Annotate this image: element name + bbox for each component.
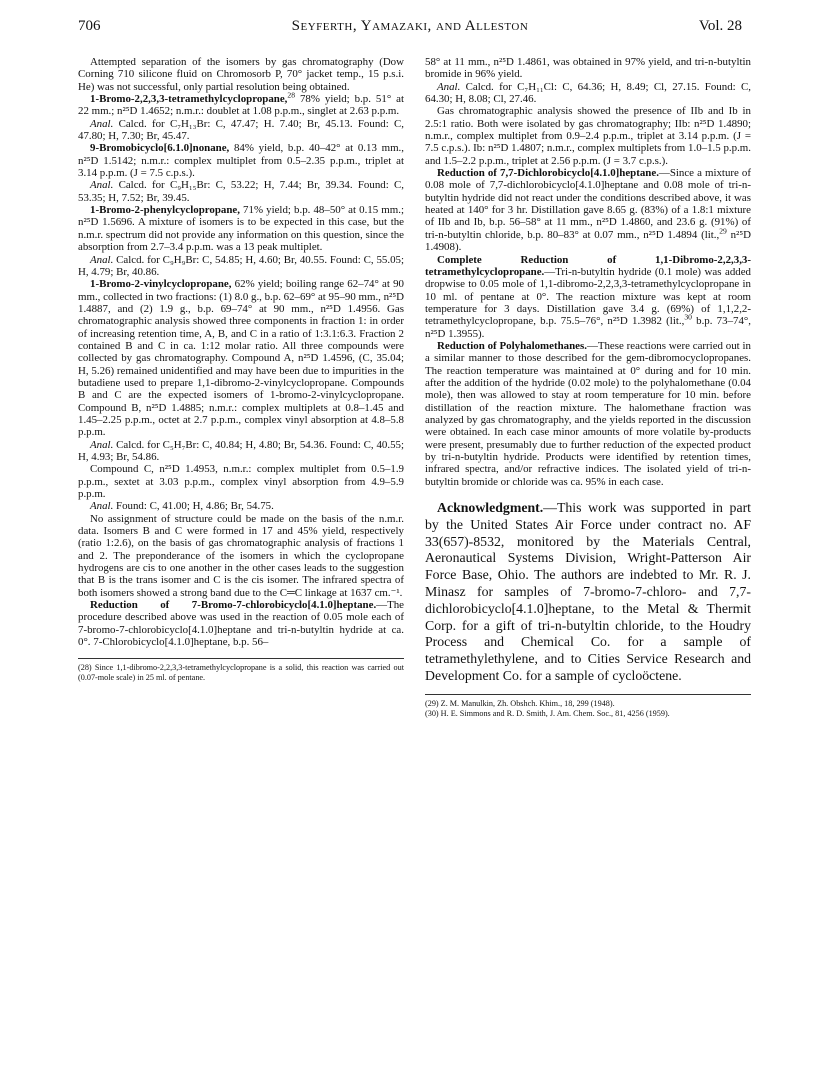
- text-span: 78% yield; b.p. 51° at 22 mm.; n²⁵D 1.4652; n.m.r.: doublet at 1.08 p.p.m., singlet at 2.63 p.p.m.: [78, 93, 404, 118]
- text-span: —The procedure described above was used in the reaction of 0.05 mole each of 7-bromo-7-chlorobicyclo[4.1.0]heptane and tri-n-butyltin hydride at ca. 0°. 7-Chlorobicyclo[4.1.0]heptane, b.p. 56–: [78, 599, 404, 649]
- analysis-line: [78, 439, 404, 464]
- analysis-line: [78, 179, 404, 204]
- reference-marker: 29: [719, 226, 727, 236]
- page-number: 706: [78, 18, 101, 34]
- text-span: Anal.: [90, 179, 114, 192]
- footnote-rule: [425, 694, 751, 695]
- compound-heading: 1-Bromo-2,2,3,3-tetramethylcyclopropane,: [90, 93, 288, 106]
- text-span: Anal.: [90, 117, 114, 130]
- acknowledgment-heading: Acknowledgment.: [437, 500, 544, 516]
- running-title: Seyferth, Yamazaki, and Alleston: [291, 18, 529, 34]
- compound-heading: 1-Bromo-2-vinylcyclopropane,: [90, 278, 232, 291]
- text-span: —These reactions were carried out in a similar manner to those described for the gem-dibromocyclopropanes. The reaction temperature was maintained at 0° during and for 10 min. after the addition of the hydride (0.02 mole) to the polyhalomethane (0.04 mole), then was allowed to stay at room temperature for 10 min. before distillation of the reaction mixture. The halomethane fraction was analyzed by gas chromatography, and the yields reported in the discussion were obtained. In each case minor amounts of more volatile by-products were present, presumably due to further reduction of the expected product by tri-n-butyltin hydride. Products were identified by retention times, infrared spectra, and/or refractive indices. The isolated yield of tri-n-butyltin bromide or chloride was ca. 95% in each case.: [425, 339, 751, 488]
- paragraph: [78, 599, 404, 648]
- right-column: [425, 56, 751, 719]
- paragraph: [425, 254, 751, 340]
- paragraph: [78, 56, 404, 93]
- footnote-rule: [78, 658, 404, 659]
- text-span: Calcd. for C₉H₁₅Br: C, 53.22; H, 7.44; Br, 39.34. Found: C, 53.35; H, 7.52; Br, 39.45.: [78, 179, 404, 204]
- section-heading: Reduction of 7,7-Dichlorobicyclo[4.1.0]heptane.: [437, 167, 659, 180]
- reference-marker: 28: [287, 90, 296, 100]
- compound-heading: 1-Bromo-2-phenylcyclopropane,: [90, 204, 240, 217]
- section-heading: Reduction of Polyhalomethanes.: [437, 339, 587, 352]
- running-header: [78, 18, 742, 40]
- text-span: Calcd. for C₉H₉Br: C, 54.85; H, 4.60; Br, 40.55. Found: C, 55.05; H, 4.79; Br, 40.86.: [78, 253, 404, 278]
- footnote: (28) Since 1,1-dibromo-2,2,3,3-tetramethylcyclopropane is a solid, this reaction was carried out (0.07-mole scale) in 25 ml. of pentane.: [78, 662, 404, 682]
- analysis-line: [78, 500, 404, 512]
- analysis-line: [78, 254, 404, 279]
- reference-marker: 30: [684, 312, 692, 322]
- left-column: [78, 56, 404, 683]
- analysis-line: [425, 81, 751, 106]
- paragraph: [425, 56, 751, 81]
- text-span: n²⁵D 1.4908).: [425, 228, 751, 254]
- paragraph: [425, 105, 751, 167]
- paragraph: [78, 463, 404, 500]
- section-heading: Complete Reduction of 1,1-Dibromo-2,2,3,3-tetramethylcyclopropane.: [425, 253, 751, 278]
- text-span: Calcd. for C₅H₇Br: C, 40.84; H, 4.80; Br, 54.36. Found: C, 40.55; H, 4.93; Br, 54.86.: [78, 438, 404, 463]
- footnote: (29) Z. M. Manulkin, Zh. Obshch. Khim., 18, 299 (1948).: [425, 698, 615, 708]
- paragraph: [78, 513, 404, 599]
- section-heading: Reduction of 7-Bromo-7-chlorobicyclo[4.1.0]heptane.: [90, 599, 377, 612]
- footnote: (30) H. E. Simmons and R. D. Smith, J. Am. Chem. Soc., 81, 4256 (1959).: [425, 708, 670, 718]
- text-span: —Tri-n-butyltin hydride (0.1 mole) was added dropwise to 0.05 mole of 1,1-dibromo-2,2,3,3-tetramethylcyclopropane in 10 ml. of pentane at 0°. The reaction mixture was kept at room temperature for 3 days. Distillation gave 3.4 g. (69%) of 1,1,2,2-tetramethylcyclopropane, b.p. 75.5–76°, n²⁵D 1.3982 (lit.,: [425, 265, 751, 328]
- text-span: —Since a mixture of 0.08 mole of 7,7-dichlorobicyclo[4.1.0]heptane and 0.08 mole of tri-n-butyltin hydride did not react under the conditions described above, it was heated at 140° for 3 hr. Distillation gave 8.65 g. (83%) of a 1.8:1 mixture of IIb and Ib, b.p. 56–58° at 11 mm., n²⁵D 1.4860, and 23.6 g. (91%) of tri-n-butyltin chloride, b.p. 80–83° at 0.07 mm., n²⁵D 1.4894 (lit.,: [425, 167, 751, 241]
- paragraph: [78, 278, 404, 438]
- text-span: Anal.: [90, 500, 114, 513]
- text-span: Gas chromatographic analysis showed the presence of IIb and Ib in 2.5:1 ratio. Both were isolated by gas chromatography; IIb: n²⁵D 1.4890; n.m.r., complex multiplet from 0.9–2.4 p.p.m., triplet at 3.14 p.p.m. (J = 7.5 c.p.s.). Ib: n²⁵D 1.4807; n.m.r., complex multiplets from 1.0–1.5 p.p.m. and 1.5–2.2 p.p.m., triplet at 2.56 p.p.m. (J = 3.7 c.p.s.).: [425, 105, 751, 167]
- text-span: 84% yield, b.p. 40–42° at 0.13 mm., n²⁵D 1.5142; n.m.r.: complex multiplet from 0.5–2.35 p.p.m., triplet at 3.14 p.p.m. (J = 7.5 c.p.s.).: [78, 142, 404, 180]
- text-span: Attempted separation of the isomers by gas chromatography (Dow Corning 710 silicone fluid on Chromosorb P, 70° jacket temp., 15 p.s.i. He) was not successful, only partial resolution being obtained.: [78, 56, 404, 93]
- text-span: Calcd. for C₇H₁₁Cl: C, 64.36; H, 8.49; Cl, 27.15. Found: C, 64.30; H, 8.08; Cl, 27.46.: [425, 80, 751, 106]
- text-span: 58° at 11 mm., n²⁵D 1.4861, was obtained in 97% yield, and tri-n-butyltin bromide in 96% yield.: [425, 56, 751, 81]
- text-span: Found: C, 41.00; H, 4.86; Br, 54.75.: [113, 500, 274, 513]
- paragraph: [78, 142, 404, 179]
- paragraph: [78, 204, 404, 253]
- text-span: —This work was supported in part by the United States Air Force under contract no. AF 33(657)-8532, monitored by the Materials Central, Aeronautical Systems Division, Wright-Patterson Air Force Base, Ohio. The authors are indebted to Mr. R. J. Minasz for samples of 7-bromo-7-chloro- and 7,7-dichlorobicyclo[4.1.0]heptane, to the Metal & Thermit Corp. for a gift of tri-n-butyltin chloride, to the Houdry Process and Chemical Co. for a sample of tetramethylethylene, and to Cities Service Research and Development Co. for a sample of cycloöctene.: [425, 500, 751, 683]
- text-span: Calcd. for C₇H₁₃Br: C, 47.47; H. 7.40; Br, 45.13. Found: C, 47.80; H, 7.30; Br, 45.47.: [78, 117, 404, 143]
- text-span: 62% yield; boiling range 62–74° at 90 mm., collected in two fractions: (1) 8.0 g., b.p. 62–69° at 95–90 mm., n²⁵D 1.4887, and (2) 1.9 g., b.p. 69–74° at 90 mm., n²⁵D 1.4956. Gas chromatographic analysis showed three components in fraction 1: in order of increasing retention time, A, B, and C in a ratio of 1:3.1:6.3. Fraction 2 contained B and C in ca. 1:12 molar ratio. All three compounds were collected by gas chromatography. Compound A, n²⁵D 1.4596, (C, 35.04; H, 5.26) remained unidentified and may have been due to impurities in the butadiene used to prepare 1,1-dibromo-2-vinylcyclopropane. Compounds B and C are the expected isomers of 1-bromo-2-vinylcyclopropane. Compound B, n²⁵D 1.4885; n.m.r.: complex multiplets at 0.8–1.45 and 1.45–2.25 p.p.m., octet at 2.7 p.p.m., complex vinyl absorption at 4.8–5.8 p.p.m.: [78, 278, 404, 439]
- paragraph: [425, 167, 751, 253]
- text-span: Anal.: [90, 438, 114, 451]
- text-span: b.p. 73–74°, n²⁵D 1.3955).: [425, 315, 751, 340]
- analysis-line: [78, 118, 404, 143]
- text-span: Anal.: [90, 253, 114, 266]
- paragraph: [425, 340, 751, 488]
- compound-heading: 9-Bromobicyclo[6.1.0]nonane,: [90, 142, 230, 155]
- text-span: 71% yield; b.p. 48–50° at 0.15 mm.; n²⁵D 1.5696. A mixture of isomers is to be expected in this case, but the n.m.r. spectrum did not provide any information on this question, since the absorption from 2.7–3.4 p.p.m. was a 13 peak multiplet.: [78, 204, 404, 254]
- paragraph: [78, 90, 404, 118]
- acknowledgment: [425, 500, 751, 685]
- text-span: No assignment of structure could be made on the basis of the n.m.r. data. Isomers B and C were formed in 17 and 45% yield, respectively (ratio 1:2.6), on the basis of gas chromatographic analysis of fractions 1 and 2. The preponderance of the isomers in which the cyclopropane hydrogens are cis to one another in the other cases leads to the suggestion that B is the trans isomer and C is the cis isomer. The infrared spectra of both isomers showed a strong band due to the C═C linkage at 1637 cm.⁻¹.: [78, 512, 404, 599]
- text-span: Compound C, n²⁵D 1.4953, n.m.r.: complex multiplet from 0.5–1.9 p.p.m., sextet at 3.03 p.p.m., complex vinyl absorption from 4.9–5.9 p.p.m.: [78, 463, 404, 501]
- text-span: Anal.: [437, 80, 461, 93]
- volume-label: Vol. 28: [698, 18, 742, 34]
